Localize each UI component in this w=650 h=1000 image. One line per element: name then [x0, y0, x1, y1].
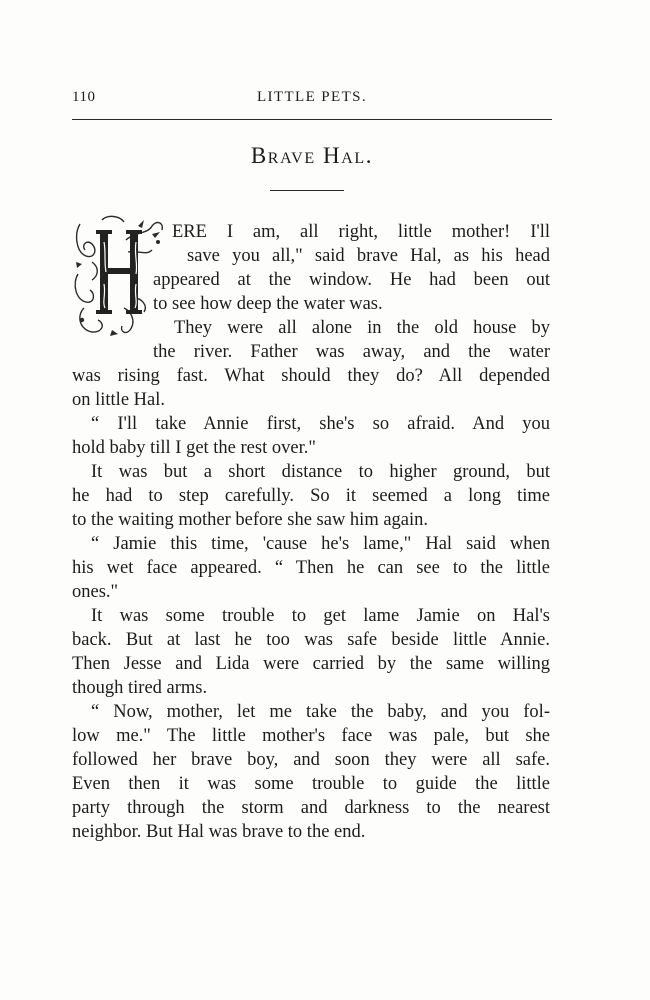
text-line: appeared at the window. He had been out	[153, 270, 550, 290]
text-line: neighbor. But Hal was brave to the end.	[72, 822, 366, 842]
text-line: “ Now, mother, let me take the baby, and you fol-	[91, 702, 550, 722]
text-line: It was some trouble to get lame Jamie on Hal's	[91, 606, 550, 626]
text-line: to see how deep the water was.	[153, 294, 383, 314]
text-line: Even then it was some trouble to guide the little	[72, 774, 550, 794]
story-title: Brave Hal.	[250, 143, 374, 168]
text-line: “ Jamie this time, 'cause he's lame," Hal said when	[91, 534, 550, 554]
text-line: he had to step carefully. So it seemed a long time	[72, 486, 550, 506]
text-line: “ I'll take Annie first, she's so afraid. And you	[91, 414, 550, 434]
text-line: his wet face appeared. “ Then he can see to the little	[72, 558, 550, 578]
text-line: low me." The little mother's face was pale, but she	[72, 726, 550, 746]
text-line: Then Jesse and Lida were carried by the same willing	[72, 654, 550, 674]
text-line: They were all alone in the old house by	[174, 318, 550, 338]
text-line: the river. Father was away, and the water	[153, 342, 550, 362]
text-line: though tired arms.	[72, 678, 208, 698]
text-line: back. But at last he too was safe beside little Annie.	[72, 630, 550, 650]
page-number: 110	[72, 89, 96, 105]
text-line: ones."	[72, 582, 119, 602]
text-line: to the waiting mother before she saw him again.	[72, 510, 429, 530]
text-line: ERE I am, all right, little mother! I'll	[172, 222, 550, 242]
running-title: LITTLE PETS.	[256, 89, 368, 105]
text-line: was rising fast. What should they do? All depended	[72, 366, 550, 386]
text-line: It was but a short distance to higher ground, but	[91, 462, 550, 482]
text-line: save you all," said brave Hal, as his head	[187, 246, 550, 266]
text-line: on little Hal.	[72, 390, 165, 410]
text-line: party through the storm and darkness to the nearest	[72, 798, 550, 818]
text-line: hold baby till I get the rest over."	[72, 438, 316, 458]
text-line: followed her brave boy, and soon they were all safe.	[72, 750, 550, 770]
